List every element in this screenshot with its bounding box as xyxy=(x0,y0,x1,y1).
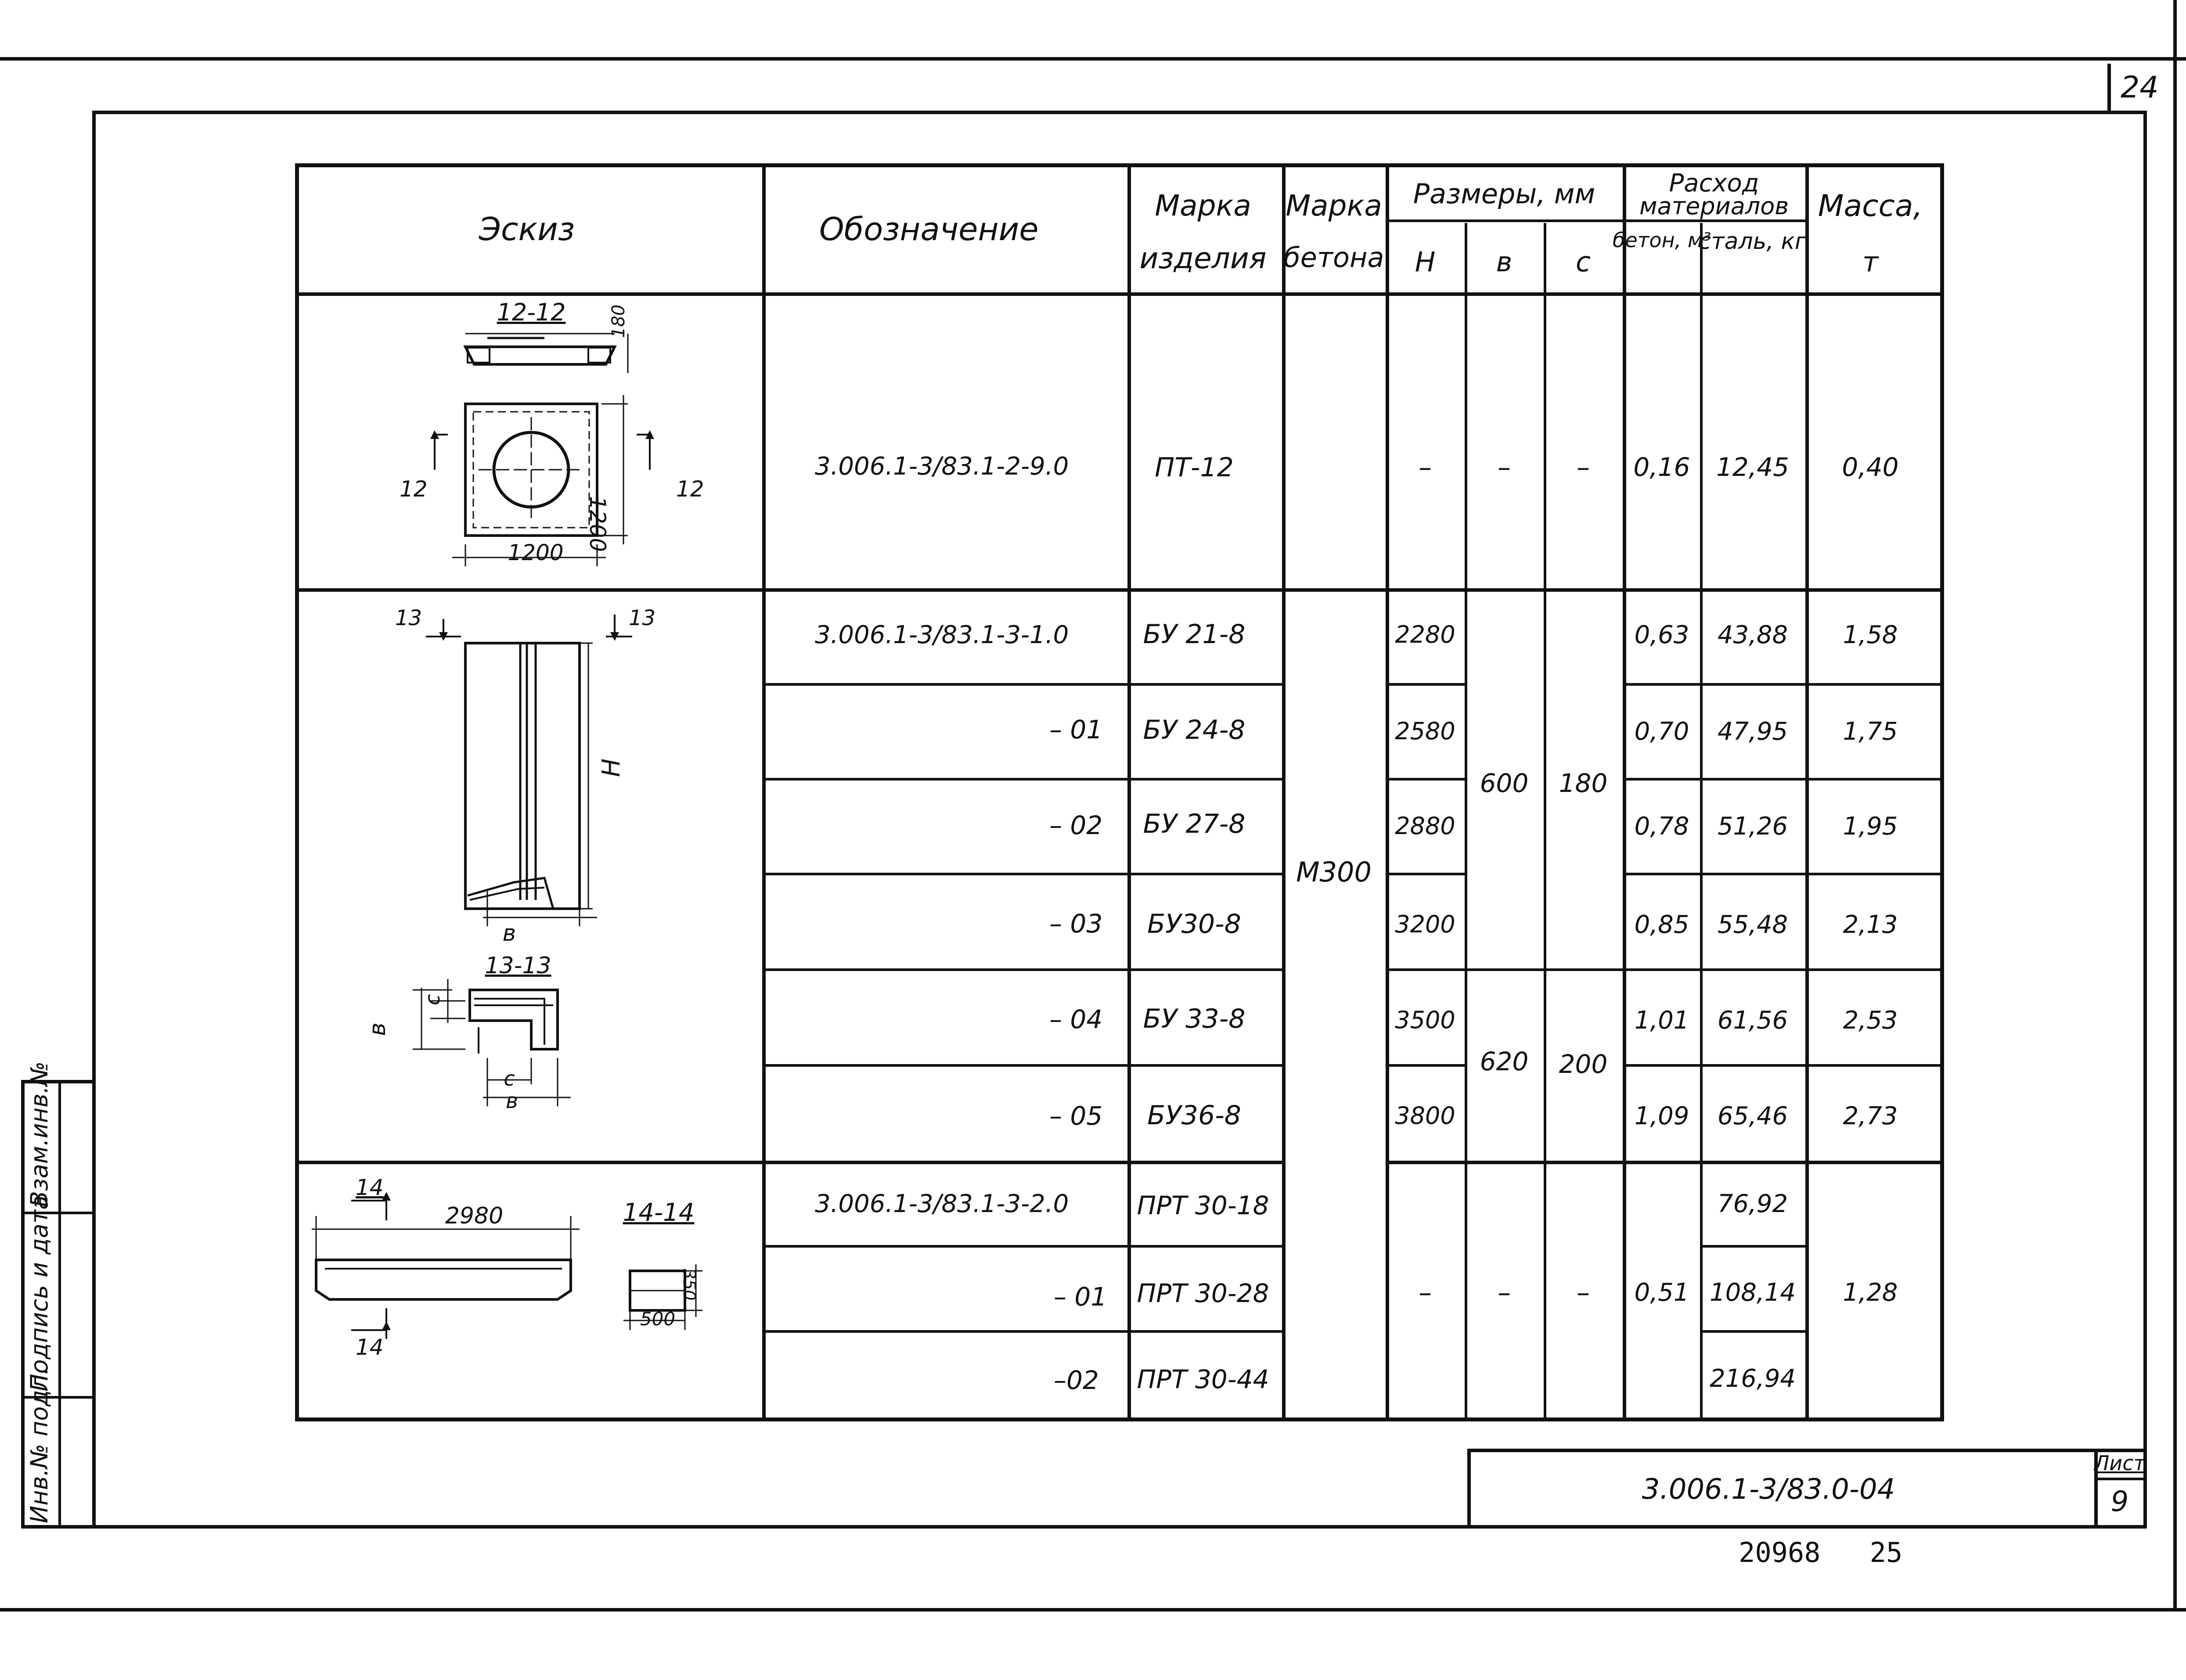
row-line-bu4b xyxy=(1386,968,1623,971)
row-bu36-marka: БУ36-8 xyxy=(1147,1100,1241,1131)
group-bu-a-b: 600 xyxy=(1480,768,1529,798)
row-line-prt2b xyxy=(1700,1330,1805,1333)
row-bu33-marka: БУ 33-8 xyxy=(1143,1004,1246,1034)
sketch-bu-c-left: с xyxy=(421,994,444,1005)
group-bu-a-c: 180 xyxy=(1559,768,1608,798)
row-line-bu5 xyxy=(762,1064,1282,1067)
header-marka-izdeliya-2: изделия xyxy=(1139,241,1267,275)
group-prt-b: – xyxy=(1498,1277,1511,1308)
row-bu27-stal: 51,26 xyxy=(1717,812,1788,841)
footer-number: 20968 25 xyxy=(1739,1536,1903,1568)
col-line-7 xyxy=(1623,163,1626,1421)
frame-right xyxy=(2143,111,2147,1529)
row-pt-c: – xyxy=(1577,452,1590,483)
row-bu21-massa: 1,58 xyxy=(1843,621,1898,649)
row-bu27-H: 2880 xyxy=(1395,812,1455,840)
row-line-pt xyxy=(295,588,1944,592)
row-line-bu1c xyxy=(1623,683,1944,686)
sketch-pt-mark-left: 12 xyxy=(400,476,428,502)
row-prt18-stal: 76,92 xyxy=(1717,1190,1788,1218)
row-line-bu4c xyxy=(1623,968,1944,971)
row-prt18-marka: ПРТ 30-18 xyxy=(1137,1191,1269,1220)
col-line-5 xyxy=(1465,223,1467,1421)
row-line-bu3 xyxy=(762,873,1282,875)
row-line-prt-b xyxy=(1386,1161,1944,1164)
sketch-bu-b-left: в xyxy=(364,1022,391,1036)
row-line-bu4 xyxy=(762,968,1282,971)
sketch-bu xyxy=(299,593,760,1159)
row-pt-oboznachenie: 3.006.1-3/83.1-2-9.0 xyxy=(815,452,1069,481)
title-block-code: 3.006.1-3/83.0-04 xyxy=(1642,1473,1895,1506)
sketch-pt-mark-right: 12 xyxy=(676,476,704,502)
bottom-border xyxy=(0,1608,2186,1612)
row-bu24-beton: 0,70 xyxy=(1634,717,1689,746)
row-line-bu1 xyxy=(762,683,1282,686)
header-oboznachenie: Обозначение xyxy=(819,211,1039,248)
title-block-list-num: 9 xyxy=(2110,1486,2129,1518)
sketch-bu-H: Н xyxy=(597,758,626,777)
row-line-bu1b xyxy=(1386,683,1465,686)
row-line-bu3c xyxy=(1623,873,1944,875)
col-line-6 xyxy=(1544,223,1546,1421)
header-sub-line-1 xyxy=(1386,219,1623,222)
title-block-list-label: Лист xyxy=(2094,1451,2146,1475)
row-bu33-stal: 61,56 xyxy=(1717,1006,1788,1035)
row-bu33-oboznachenie: – 04 xyxy=(1049,1004,1103,1034)
row-bu27-marka: БУ 27-8 xyxy=(1143,809,1246,839)
row-bu21-marka: БУ 21-8 xyxy=(1143,619,1246,650)
col-line-9 xyxy=(1805,163,1809,1421)
row-bu24-massa: 1,75 xyxy=(1843,717,1898,746)
row-bu24-oboznachenie: – 01 xyxy=(1049,715,1103,745)
row-bu24-marka: БУ 24-8 xyxy=(1143,715,1246,745)
corner-number: 24 xyxy=(2121,70,2159,105)
row-bu27-massa: 1,95 xyxy=(1843,812,1898,841)
header-stal: сталь, кг xyxy=(1698,228,1807,255)
row-prt44-oboznachenie: –02 xyxy=(1054,1365,1099,1395)
sketch-prt-section: 14-14 xyxy=(623,1198,695,1227)
header-bottom-line xyxy=(295,292,1944,296)
top-border xyxy=(0,57,2186,61)
sketch-prt-width: 500 xyxy=(640,1308,676,1330)
header-raskhod-1: Расход xyxy=(1669,169,1759,198)
row-bu30-H: 3200 xyxy=(1395,910,1455,938)
row-bu33-massa: 2,53 xyxy=(1843,1006,1898,1035)
group-prt-H: – xyxy=(1419,1277,1432,1308)
side-stamp-podpis: Подпись и дата xyxy=(25,1195,53,1392)
row-bu27-beton: 0,78 xyxy=(1634,812,1689,841)
header-marka-izdeliya-1: Марка xyxy=(1155,189,1251,223)
row-prt28-stal: 108,14 xyxy=(1710,1278,1796,1307)
row-bu24-H: 2580 xyxy=(1395,717,1455,745)
header-razmery: Размеры, мм xyxy=(1413,178,1595,210)
row-bu21-oboznachenie: 3.006.1-3/83.1-3-1.0 xyxy=(815,621,1069,649)
row-bu21-stal: 43,88 xyxy=(1717,621,1788,649)
title-block-list-line xyxy=(2094,1478,2147,1480)
side-stamp-inv-podl: Инв.№ подл. xyxy=(25,1367,53,1523)
sketch-bu-mark-left: 13 xyxy=(395,606,422,630)
row-line-bu3b xyxy=(1386,873,1465,875)
sketch-prt-height: 350 xyxy=(680,1269,699,1301)
row-prt18-oboznachenie: 3.006.1-3/83.1-3-2.0 xyxy=(815,1190,1069,1218)
sketch-bu-mark-right: 13 xyxy=(629,606,656,630)
row-line-bu2c xyxy=(1623,778,1944,781)
right-edge xyxy=(2173,0,2177,1611)
row-line-bu5b xyxy=(1386,1064,1465,1067)
group-prt-c: – xyxy=(1577,1277,1590,1308)
row-bu30-beton: 0,85 xyxy=(1634,910,1689,939)
header-marka-betona-2: бетона xyxy=(1283,241,1384,273)
sketch-prt-mark-bottom: 14 xyxy=(356,1335,384,1360)
header-raskhod-2: материалов xyxy=(1639,192,1789,220)
row-line-prt1 xyxy=(762,1245,1282,1248)
header-c: с xyxy=(1575,246,1591,278)
sketch-pt-dim-bottom: 1200 xyxy=(508,540,564,565)
row-prt28-oboznachenie: – 01 xyxy=(1054,1282,1107,1312)
sketch-pt-dim-h: 180 xyxy=(609,304,629,338)
row-prt44-marka: ПРТ 30-44 xyxy=(1137,1364,1269,1394)
row-pt-marka: ПТ-12 xyxy=(1155,452,1234,483)
row-bu36-beton: 1,09 xyxy=(1634,1102,1689,1130)
row-bu30-massa: 2,13 xyxy=(1843,910,1898,939)
row-line-bu5c xyxy=(1623,1064,1944,1067)
side-stamp-vzam: Взам.инв.№ xyxy=(25,1061,53,1207)
group-bu-b-b: 620 xyxy=(1480,1047,1529,1076)
col-line-8 xyxy=(1700,223,1703,1421)
row-pt-stal: 12,45 xyxy=(1716,452,1790,482)
header-beton: бетон, м³ xyxy=(1612,228,1711,252)
row-bu30-marka: БУ30-8 xyxy=(1147,909,1241,939)
row-bu36-oboznachenie: – 05 xyxy=(1049,1101,1103,1131)
row-line-prt2 xyxy=(762,1330,1282,1333)
row-bu33-beton: 1,01 xyxy=(1634,1006,1689,1035)
header-marka-betona-1: Марка xyxy=(1286,189,1382,223)
sketch-pt-section: 12-12 xyxy=(497,299,566,326)
row-bu33-H: 3500 xyxy=(1395,1006,1455,1034)
row-prt28-marka: ПРТ 30-28 xyxy=(1137,1278,1269,1308)
group-bu-b-c: 200 xyxy=(1559,1049,1608,1079)
header-eskiz: Эскиз xyxy=(479,211,575,248)
group-prt-massa: 1,28 xyxy=(1843,1278,1898,1307)
col-line-2 xyxy=(1127,163,1131,1421)
sketch-bu-b-bottom: в xyxy=(505,1089,519,1113)
row-bu36-H: 3800 xyxy=(1395,1102,1455,1130)
row-bu21-beton: 0,63 xyxy=(1634,621,1689,649)
row-bu24-stal: 47,95 xyxy=(1717,717,1788,746)
row-pt-H: – xyxy=(1419,452,1432,483)
sketch-prt-mark-top: 14 xyxy=(356,1175,384,1200)
row-line-bu2b xyxy=(1386,778,1465,781)
sketch-prt-length: 2980 xyxy=(445,1203,504,1229)
row-bu36-massa: 2,73 xyxy=(1843,1102,1898,1130)
side-stamp-divider-v xyxy=(58,1080,61,1529)
sketch-bu-section: 13-13 xyxy=(485,953,551,979)
group-prt-beton: 0,51 xyxy=(1634,1278,1689,1307)
row-bu36-stal: 65,46 xyxy=(1717,1102,1788,1130)
row-line-bu2 xyxy=(762,778,1282,781)
row-bu21-H: 2280 xyxy=(1395,621,1455,648)
col-line-1 xyxy=(762,163,766,1421)
row-bu30-stal: 55,48 xyxy=(1717,910,1788,939)
row-bu27-oboznachenie: – 02 xyxy=(1049,810,1103,840)
header-massa-2: т xyxy=(1862,246,1879,278)
row-pt-b: – xyxy=(1498,452,1511,483)
concrete-grade: М300 xyxy=(1296,856,1372,888)
col-line-4 xyxy=(1386,163,1389,1421)
header-b: в xyxy=(1496,246,1513,278)
row-pt-massa: 0,40 xyxy=(1842,452,1899,482)
header-massa-1: Масса, xyxy=(1818,189,1923,223)
row-pt-beton: 0,16 xyxy=(1633,452,1690,482)
frame-top xyxy=(92,111,2146,114)
row-line-prt1b xyxy=(1700,1245,1805,1248)
sketch-pt-dim-side: 1200 xyxy=(585,496,610,552)
col-line-3 xyxy=(1282,163,1286,1421)
header-H: Н xyxy=(1415,246,1436,278)
row-bu30-oboznachenie: – 03 xyxy=(1049,909,1103,939)
row-prt44-stal: 216,94 xyxy=(1710,1364,1796,1393)
sketch-bu-b-front: в xyxy=(502,920,516,946)
sketch-bu-c-bottom: с xyxy=(504,1067,515,1090)
